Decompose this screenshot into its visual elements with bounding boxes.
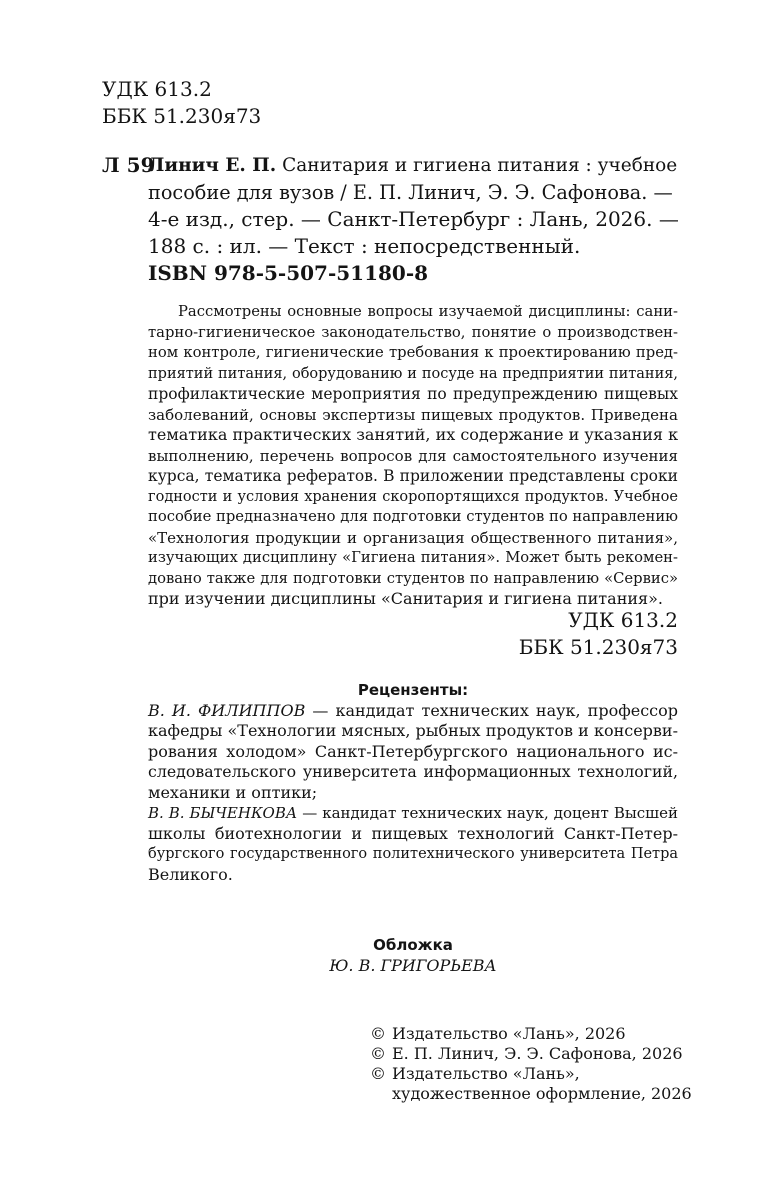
abstract-line: при изучении дисциплины «Санитария и гигиена питания». [148, 589, 663, 608]
abstract-line: заболеваний, основы экспертизы пищевых продуктов. Приведена [148, 405, 678, 424]
reviewer-line: школы биотехнологии и пищевых технологий Санкт-Петер- [148, 823, 678, 843]
reviewer-line: следовательского университета информационных технологий, [148, 762, 678, 781]
biblio-line: 188 с. : ил. — Текст : непосредственный. [148, 234, 581, 258]
biblio-line: пособие для вузов / Е. П. Линич, Э. Э. Сафонова. — [148, 181, 673, 204]
reviewer-line: кафедры «Технологии мясных, рыбных продуктов и консерви- [148, 721, 678, 740]
reviewer-name: В. И. ФИЛИППОВ [148, 700, 306, 720]
abstract-line: ном контроле, гигиенические требования к проектированию пред- [148, 344, 678, 361]
biblio-line: 4-е изд., стер. — Санкт-Петербург : Лань, 2026. — [148, 207, 679, 231]
cover-designer: Ю. В. ГРИГОРЬЕВА [329, 955, 497, 975]
udk-code: УДК 613.2 [568, 608, 678, 632]
abstract-line: годности и условия хранения скоропортящихся продуктов. Учебное [148, 488, 678, 505]
udk-code: УДК 613.2 [102, 77, 212, 101]
reviewer-text: — кандидат технических наук, доцент Высшей [297, 804, 678, 822]
reviewer-line: механики и оптики; [148, 782, 318, 802]
bbk-code: ББК 51.230я73 [518, 635, 678, 659]
copyright-text: Издательство «Лань», [392, 1064, 580, 1083]
copyright-line [370, 1084, 692, 1104]
abstract-line: тарно-гигиеническое законодательство, понятие о производствен- [148, 323, 678, 341]
abstract [148, 302, 678, 610]
copyright-line [370, 1064, 692, 1084]
copyright-icon: © [370, 1064, 386, 1083]
bibliographic-record [148, 152, 678, 260]
reviewer-line [148, 803, 678, 824]
abstract-line: «Технология продукции и организация общественного питания», [148, 528, 678, 547]
copyright-text: Е. П. Линич, Э. Э. Сафонова, 2026 [392, 1044, 683, 1063]
abstract-line: тематика практических занятий, их содержание и указания к [148, 425, 679, 444]
author-name: Линич Е. П. [148, 155, 277, 176]
reviewers [148, 680, 678, 885]
classification-header [102, 76, 261, 130]
copyright-block [370, 1024, 692, 1104]
author-code: Л 59 [102, 153, 155, 177]
copyright-line [370, 1024, 692, 1044]
abstract-line: приятий питания, оборудованию и посуде на предприятии питания, [148, 365, 678, 382]
abstract-line: курса, тематика рефератов. В приложении представлены сроки [148, 467, 678, 485]
abstract-line: Рассмотрены основные вопросы изучаемой дисциплины: сани- [178, 303, 678, 320]
copyright-spacer [370, 1084, 392, 1104]
classification-footer [519, 607, 678, 661]
biblio-line [148, 152, 678, 179]
abstract-line: изучающих дисциплину «Гигиена питания». Может быть рекомен- [148, 549, 678, 566]
reviewer-line: Великого. [148, 864, 233, 884]
reviewer-name: В. В. БЫЧЕНКОВА [148, 804, 298, 822]
cover-title: Обложка [373, 936, 453, 954]
copyright-icon: © [370, 1024, 386, 1043]
abstract-line: довано также для подготовки студентов по направлению «Сервис» [148, 569, 678, 587]
bbk-code: ББК 51.230я73 [102, 104, 262, 128]
copyright-text: художественное оформление, 2026 [392, 1084, 692, 1103]
reviewer-line [148, 701, 678, 722]
cover-credit [148, 935, 678, 976]
abstract-line: выполнению, перечень вопросов для самостоятельного изучения [148, 446, 678, 465]
reviewers-title: Рецензенты: [357, 681, 469, 699]
copyright-line [370, 1044, 692, 1064]
reviewer-line: рования холодом» Санкт-Петербургского национального ис- [148, 741, 678, 761]
biblio-text: Санитария и гигиена питания : учебное [276, 155, 678, 176]
abstract-line: профилактические мероприятия по предупреждению пищевых [148, 385, 678, 403]
reviewer-line: бургского государственного политехнического университета Петра [148, 846, 678, 862]
reviewer-text: — кандидат технических наук, профессор [305, 700, 678, 720]
copyright-text: Издательство «Лань», 2026 [392, 1024, 626, 1043]
abstract-line: пособие предназначено для подготовки студентов по направлению [148, 508, 678, 525]
isbn: ISBN 978-5-507-51180-8 [148, 261, 429, 285]
copyright-icon: © [370, 1044, 386, 1063]
